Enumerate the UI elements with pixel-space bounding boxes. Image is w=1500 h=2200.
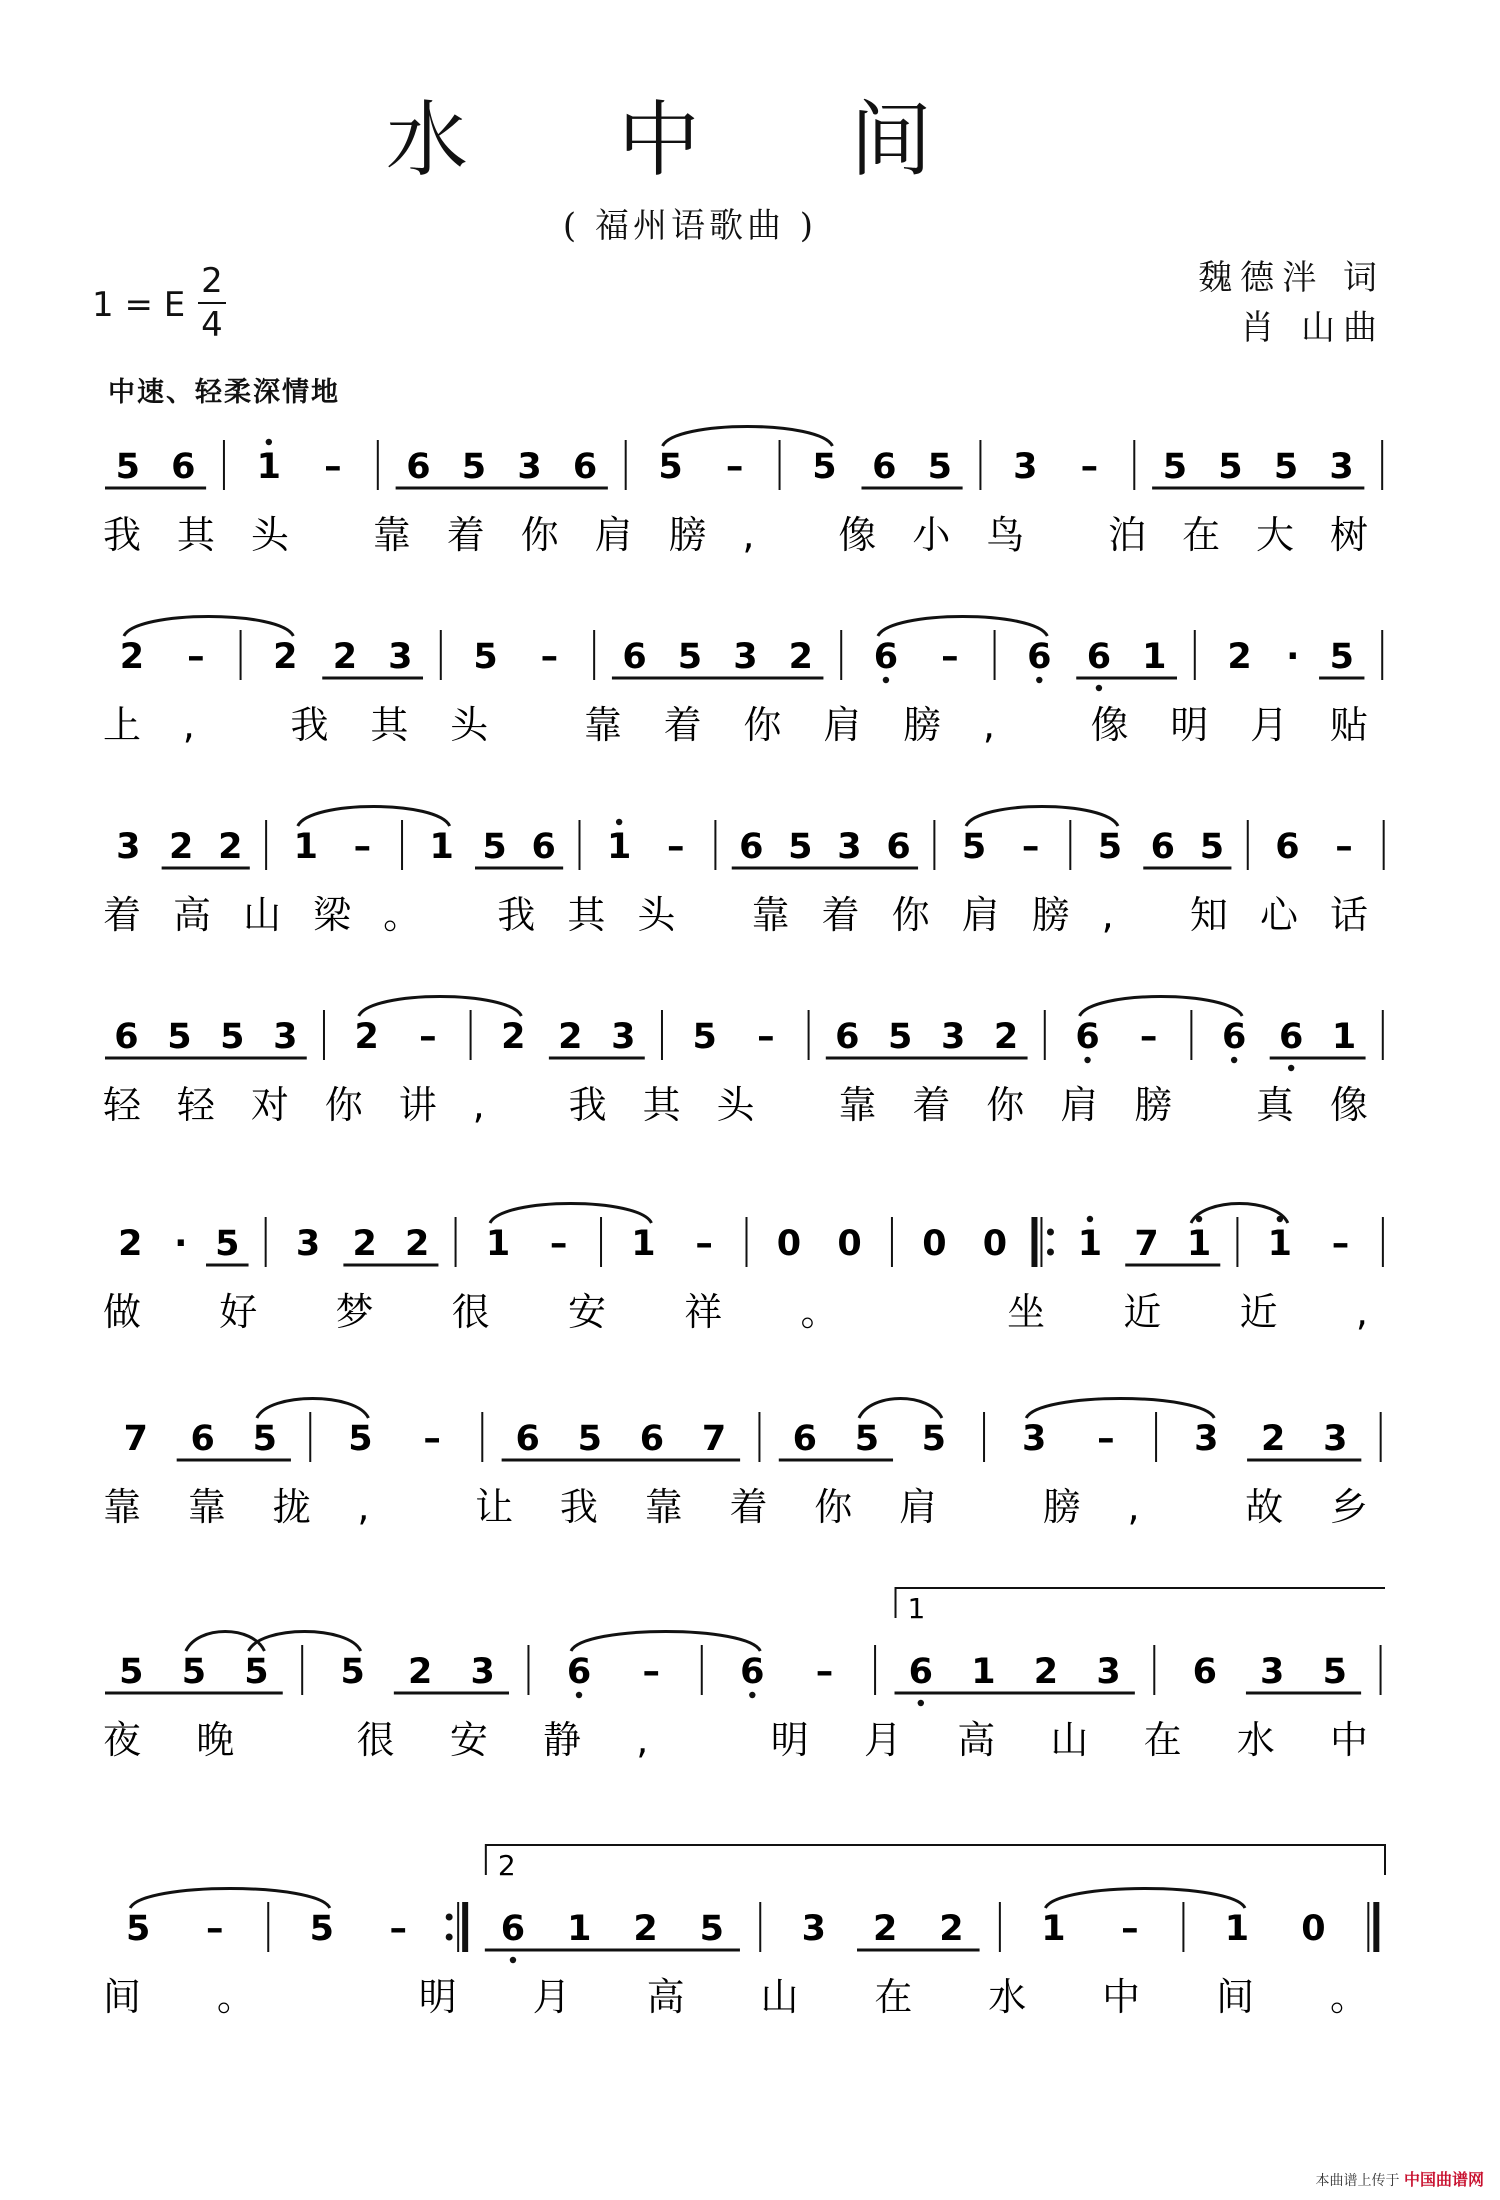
tie-slur	[490, 1204, 651, 1224]
song-title: 水 中 间	[385, 93, 995, 188]
dash: –	[205, 1909, 224, 1949]
low-octave-dot	[918, 1700, 924, 1706]
watermark	[1316, 2167, 1484, 2190]
volta-bracket	[486, 1845, 1385, 1875]
note: 3	[517, 447, 542, 487]
note: 5	[482, 827, 507, 867]
note: 6	[872, 447, 897, 487]
low-octave-dot	[1096, 685, 1102, 691]
note: 1	[1186, 1224, 1212, 1264]
note: 0	[776, 1224, 802, 1264]
time-signature-top: 2	[201, 261, 223, 301]
key-signature: 1 = E	[92, 285, 186, 325]
tie-slur	[130, 1889, 330, 1909]
repeat-dot	[446, 1934, 453, 1941]
note: 3	[801, 1909, 826, 1949]
note: 6	[190, 1419, 215, 1459]
note: 2	[558, 1017, 583, 1057]
note: 1	[567, 1909, 592, 1949]
note: 6	[114, 1017, 139, 1057]
note: 2	[1227, 637, 1252, 677]
note: 5	[309, 1909, 334, 1949]
repeat-dot	[446, 1914, 453, 1921]
note: 5	[927, 447, 953, 487]
note: 5	[658, 447, 683, 487]
note: 5	[812, 447, 837, 487]
note: 3	[116, 827, 141, 867]
note: 6	[908, 1652, 933, 1692]
lyrics-line: 夜晚 很安静, 明月高山在水中	[103, 1718, 1368, 1762]
tie-slur	[124, 617, 293, 637]
note: 2	[633, 1909, 658, 1949]
note: 5	[340, 1652, 365, 1692]
note: 6	[740, 1652, 765, 1692]
tempo-marking: 中速、轻柔深情地	[108, 377, 340, 408]
note: 6	[1192, 1652, 1218, 1692]
note: 3	[1329, 447, 1354, 487]
note: 5	[473, 637, 498, 677]
note: 5	[348, 1419, 373, 1459]
note: 5	[126, 1909, 151, 1949]
dash: –	[540, 637, 559, 677]
note: 2	[168, 827, 194, 867]
lyrics-line: 我其头 靠着你肩膀, 像小鸟 泊在大树	[103, 513, 1368, 557]
note: 5	[215, 1224, 240, 1264]
tie-slur	[257, 1399, 369, 1419]
note: 5	[119, 1652, 144, 1692]
note: 3	[295, 1224, 321, 1264]
note: 3	[273, 1017, 298, 1057]
dash: –	[1335, 827, 1353, 867]
dash: –	[667, 827, 685, 867]
note: 2	[1033, 1652, 1059, 1692]
low-octave-dot	[883, 677, 889, 683]
note: 1	[631, 1224, 656, 1264]
note: 5	[854, 1419, 880, 1459]
note: 3	[1194, 1419, 1219, 1459]
note: 3	[1260, 1652, 1285, 1692]
note: 0	[982, 1224, 1008, 1264]
augmentation-dot: ·	[174, 1224, 188, 1264]
note: 2	[332, 637, 358, 677]
note: 6	[1221, 1017, 1247, 1057]
note: 5	[1322, 1652, 1348, 1692]
lyrics-line: 间。 明月高山在水中间。	[103, 1975, 1368, 2019]
note: 6	[531, 827, 556, 867]
note: 1	[1331, 1017, 1357, 1057]
dash: –	[1331, 1224, 1350, 1264]
note: 6	[406, 447, 431, 487]
tie-slur	[248, 1632, 360, 1652]
note: 5	[577, 1419, 602, 1459]
low-octave-dot	[1036, 677, 1042, 683]
dash: –	[389, 1909, 408, 1949]
dash: –	[1021, 827, 1040, 867]
note: 5	[788, 827, 813, 867]
note: 2	[872, 1909, 898, 1949]
note: 6	[792, 1419, 818, 1459]
low-octave-dot	[749, 1692, 755, 1698]
note: 3	[733, 637, 758, 677]
note: 2	[788, 637, 813, 677]
note: 5	[921, 1419, 947, 1459]
dash: –	[941, 637, 959, 677]
repeat-dot	[1047, 1229, 1054, 1236]
note: 2	[118, 1224, 143, 1264]
tie-slur	[186, 1632, 265, 1652]
low-octave-dot	[510, 1957, 516, 1963]
note: 5	[1218, 447, 1243, 487]
note: 6	[1150, 827, 1175, 867]
low-octave-dot	[576, 1692, 582, 1698]
note: 6	[500, 1909, 526, 1949]
lyrics-line: 着高山梁。 我其头 靠着你肩膀, 知心话	[103, 893, 1368, 937]
note: 3	[837, 827, 862, 867]
lyrics-line: 轻轻对你讲, 我其头 靠着你肩膀 真像	[103, 1083, 1368, 1127]
note: 7	[701, 1419, 727, 1459]
note: 5	[167, 1017, 192, 1057]
note: 1	[1224, 1909, 1250, 1949]
note: 5	[677, 637, 703, 677]
low-octave-dot	[1231, 1057, 1237, 1063]
note: 1	[429, 827, 454, 867]
note: 5	[1097, 827, 1123, 867]
watermark-site: 中国曲谱网	[1403, 2170, 1484, 2189]
lyrics-line: 上, 我其头 靠着你肩膀, 像明月贴	[103, 703, 1368, 747]
note: 1	[606, 827, 632, 867]
note: 6	[572, 447, 598, 487]
note: 1	[971, 1652, 996, 1692]
dash: –	[695, 1224, 713, 1264]
high-octave-dot	[616, 819, 622, 825]
note: 5	[220, 1017, 245, 1057]
note: 2	[273, 637, 298, 677]
note: 6	[566, 1652, 592, 1692]
note: 6	[1278, 1017, 1304, 1057]
note: 2	[119, 637, 145, 677]
dash: –	[419, 1017, 437, 1057]
note: 5	[692, 1017, 717, 1057]
tie-slur	[1026, 1399, 1214, 1419]
note: 5	[1162, 447, 1188, 487]
note: 6	[739, 827, 764, 867]
dash: –	[815, 1652, 834, 1692]
note: 6	[886, 827, 911, 867]
note: 1	[1041, 1909, 1066, 1949]
note: 6	[873, 637, 899, 677]
note: 3	[470, 1652, 495, 1692]
note: 3	[1022, 1419, 1047, 1459]
high-octave-dot	[1087, 1216, 1093, 1222]
dash: –	[642, 1652, 660, 1692]
dash: –	[353, 827, 372, 867]
note: 3	[1013, 447, 1038, 487]
lyricist-credit: 魏德泮 词	[1198, 258, 1385, 298]
note: 3	[1096, 1652, 1121, 1692]
song-subtitle: ( 福州语歌曲 )	[562, 206, 818, 246]
note: 3	[611, 1017, 636, 1057]
tie-slur	[878, 617, 1047, 637]
note: 2	[1260, 1419, 1286, 1459]
repeat-dot	[1047, 1249, 1054, 1256]
dash: –	[1139, 1017, 1158, 1057]
volta-label: 2	[497, 1849, 516, 1882]
note: 5	[181, 1652, 207, 1692]
lyrics-line: 做好梦很安祥。 坐近近,	[103, 1290, 1368, 1334]
note: 2	[352, 1224, 377, 1264]
note: 1	[1267, 1224, 1293, 1264]
lyrics-line: 靠靠拢, 让我靠着你肩 膀, 故乡	[103, 1485, 1368, 1529]
tie-slur	[859, 1399, 942, 1419]
note: 5	[1199, 827, 1225, 867]
tie-slur	[1080, 997, 1243, 1017]
note: 2	[993, 1017, 1019, 1057]
note: 5	[115, 447, 140, 487]
note: 6	[622, 637, 647, 677]
note: 2	[405, 1224, 430, 1264]
watermark-prefix: 本曲谱上传于	[1315, 2173, 1400, 2189]
dash: –	[1080, 447, 1099, 487]
note: 0	[1301, 1909, 1326, 1949]
dash: –	[757, 1017, 775, 1057]
time-signature-bottom: 4	[201, 305, 223, 345]
note: 2	[407, 1652, 433, 1692]
note: 2	[354, 1017, 379, 1057]
composer-credit: 肖 山曲	[1240, 308, 1385, 348]
note: 2	[939, 1909, 964, 1949]
note: 5	[961, 827, 987, 867]
note: 6	[639, 1419, 665, 1459]
volta-bracket	[896, 1588, 1385, 1618]
note: 3	[388, 637, 413, 677]
note: 5	[888, 1017, 913, 1057]
note: 1	[293, 827, 318, 867]
note: 0	[837, 1224, 862, 1264]
note: 6	[515, 1419, 540, 1459]
note: 1	[256, 447, 281, 487]
dash: –	[549, 1224, 568, 1264]
note: 2	[218, 827, 243, 867]
tie-slur	[298, 807, 450, 827]
dash: –	[187, 637, 205, 677]
note: 3	[940, 1017, 966, 1057]
note: 0	[922, 1224, 947, 1264]
note: 6	[1075, 1017, 1100, 1057]
note: 5	[1273, 447, 1299, 487]
note: 5	[461, 447, 487, 487]
augmentation-dot: ·	[1286, 637, 1300, 677]
note: 7	[1134, 1224, 1159, 1264]
low-octave-dot	[1288, 1065, 1294, 1071]
dash: –	[324, 447, 342, 487]
note: 5	[1329, 637, 1354, 677]
dash: –	[1121, 1909, 1139, 1949]
note: 1	[1142, 637, 1167, 677]
note: 6	[1027, 637, 1052, 677]
dash: –	[725, 447, 744, 487]
note: 5	[252, 1419, 278, 1459]
note: 7	[123, 1419, 149, 1459]
high-octave-dot	[266, 439, 272, 445]
note: 6	[1086, 637, 1112, 677]
tie-slur	[966, 807, 1118, 827]
tie-slur	[1045, 1889, 1245, 1909]
dash: –	[423, 1419, 441, 1459]
note: 5	[699, 1909, 724, 1949]
note: 1	[1077, 1224, 1103, 1264]
note: 6	[835, 1017, 860, 1057]
dash: –	[1097, 1419, 1115, 1459]
tie-slur	[663, 427, 833, 447]
note: 1	[485, 1224, 511, 1264]
note: 6	[1275, 827, 1300, 867]
note: 6	[171, 447, 196, 487]
volta-label: 1	[907, 1592, 926, 1625]
tie-slur	[359, 997, 522, 1017]
tie-slur	[1191, 1204, 1288, 1224]
note: 2	[501, 1017, 526, 1057]
tie-slur	[571, 1632, 760, 1652]
note: 5	[244, 1652, 269, 1692]
low-octave-dot	[1084, 1057, 1090, 1063]
note: 3	[1323, 1419, 1348, 1459]
